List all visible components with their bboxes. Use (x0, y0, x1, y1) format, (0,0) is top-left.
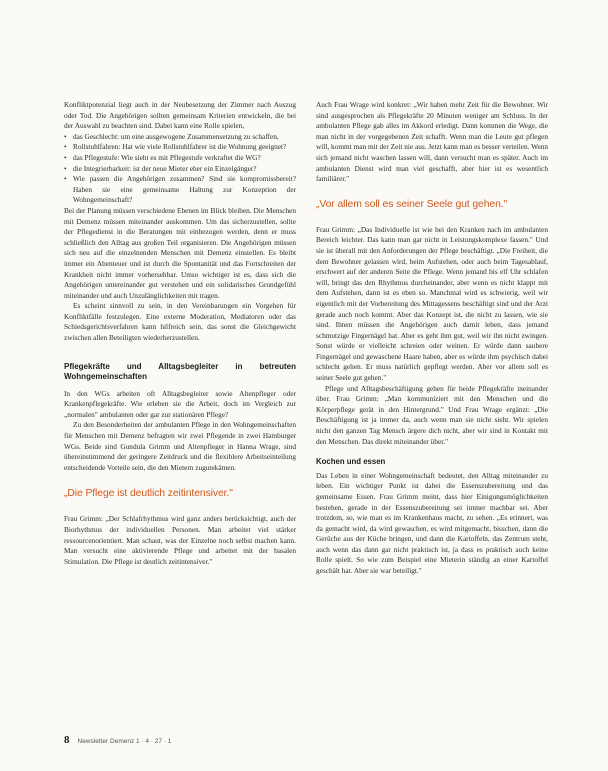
list-item: • das Pflegestufe: Wie sieht es mit Pflegestufe verkraftet die WG? (64, 153, 296, 164)
right-column (316, 100, 548, 577)
left-column (64, 100, 296, 567)
paragraph: Pflege und Alltagsbeschäftigung gehen für beide Pflegekräfte ineinander über. Frau Grimm: „Man kommuniziert mit den Menschen und die Körperpflege gerät in den Hintergrund." Und Frau Wrage ergänzt: „Die Beschäftigung ist ja immer da, auch wenn man sie nicht sieht. Wir spielen nicht den ganzen Tag Mensch ärgere dich nicht, aber wir sind in Kontakt mit den Menschen. Das direkt miteinander über." (316, 383, 548, 446)
pull-quote: „Die Pflege ist deutlich zeitintensiver." (64, 488, 233, 500)
section-heading: Kochen und essen (316, 457, 386, 467)
section-heading: Pflegekräfte und Alltagsbegleiter in betreuten Wohngemeinschaften (64, 361, 296, 382)
publication-name: Newsletter Demenz 1 · 4 · 27 · 1 (77, 738, 172, 745)
page-number: 8 (64, 734, 70, 746)
criteria-list (64, 132, 296, 206)
list-item: • Wie passen die Angehörigen zusammen? Sind sie kompromissbereit? Haben sie eine gemeinsame Haltung zur Konzeption der Wohngemeinschaft? (64, 174, 296, 206)
list-item: • die Integrierbarkeit: ist der neue Mieter eher ein Einzelgänger? (64, 164, 296, 175)
paragraph: Konfliktpotenzial liegt auch in der Neubesetzung der Zimmer nach Auszug oder Tod. Die Angehörigen sollten gemeinsam Kriterien entwickeln, die bei der Auswahl zu beachten sind. Dabei kann eine Rolle spielen, (64, 100, 296, 131)
paragraph: Das Leben in einer Wohngemeinschaft bedeutet, den Alltag miteinander zu leben. Ein wichtiger Punkt ist dabei die Essenszubereitung und das gemeinsame Essen. Frau Grimm meint, dass hier Einigungsmöglichkeiten bestehen, gerade in der Essenszubereitung sei immer machbar sei. Aber trotzdem, so, wie man es im Krankenhaus macht, zu sehen. „Es erinnert, was da gemacht wird, da wird gewaschen, es wird mitgemacht, bisschen, dann die Gerüche aus der Küche bringen, und dann die Kartoffeln, das Zentrum steht, auch wenn das dann gar nicht praktisch ist, ja dass es praktisch auch keine Rolle spielt. So wie zum Beispiel eine Mieterin ständig an einer Kartoffel geschält hat. Aber sie war beteiligt." (316, 470, 548, 576)
list-item: • Rollstuhlfahren: Hat wie viele Rollstuhlfahrer ist die Wohnung geeignet? (64, 142, 296, 153)
page-footer (64, 734, 171, 746)
paragraph: Zu den Besonderheiten der ambulanten Pflege in den Wohngemeinschaften für Menschen mit Demenz befragten wir zwei Pflegende in zwei Hamburger WGs. Beide sind Gundula Grimm und Altenpfleger in Hanna Wrage, sind übereinstimmend der geringere Zeitdruck und die flexiblere Arbeitseinteilung entscheidende Vorteile sein, die den Mietern zugutekämen. (64, 420, 296, 472)
list-item: • das Geschlecht: um eine ausgewogene Zusammensetzung zu schaffen, (64, 132, 296, 143)
paragraph: Auch Frau Wrage wird konkret: „Wir haben mehr Zeit für die Bewohner. Wir sind ausgesprochen als Pflegekräfte 20 Minuten weniger am Schluss. In der ambulanten Pflege gab alles im Akkord erledigt. Dann kommen die Wege, die man nicht in der vorgegebenen Zeit schafft. Wenn man die Leute gut pflegen will, kommt man mit der Zeit nie aus. Jetzt kann man es besser verteilen. Wenn sich jemand nicht waschen lassen will, dann versucht man es später. Auch im ambulanten Dienst wird man viel geschafft, aber hier ist es wesentlich familiärer." (316, 100, 548, 184)
pull-quote: „Vor allem soll es seiner Seele gut gehen." (316, 198, 508, 210)
paragraph: Frau Grimm: „Der Schlafrhythmus wird ganz anders berücksichtigt, auch der Biorhythmus der individuellen Personen. Man arbeitet viel stärker ressourcenorientiert. Man schaut, was der Einzelne noch selbst machen kann. Man versucht eine aktivierende Pflege und arbeitet mit der basalen Stimulation. Die Pflege ist deutlich zeitintensiver." (64, 514, 296, 566)
paragraph: In den WGs arbeiten oft Alltagsbegleiter sowie Altenpfleger oder Krankenpflegekräfte. Wie erleben sie die Arbeit, doch im Vergleich zur „normalen" ambulanten oder gar zur stationären Pflege? (64, 388, 296, 419)
paragraph: Es scheint sinnvoll zu sein, in den Vereinbarungen ein Vorgehen für Konfliktfälle festzulegen. Eine externe Moderation, Mediatoren oder das Schiedsgerichtsverfahren kann hilfreich sein, das sonst die Gleichgewicht zwischen allen Beteiligten wiederherzustellen. (64, 301, 296, 343)
paragraph: Bei der Planung müssen verschiedene Ebenen im Blick bleiben. Die Menschen mit Demenz müssen miteinander auskommen. Um das sicherzustellen, sollte der Pflegedienst in die Beratungen mit einbezogen werden, denn er muss schließlich den Alltag aus großen Teil organisieren. Die Angehörigen müssen sich neu auf die einzelnenden Menschen mit Demenz einstellen. Es bleibt immer ein Abenteuer und ist durch die Spontanität und das Fortschreiten der Krankheit nicht immer vorhersehbar. Umso wichtiger ist es, dass sich die Angehörigen untereinander gut verstehen und ein solidarisches Grundgefühl miteinander und auch Unzulänglichkeiten mit tragen. (64, 205, 296, 300)
paragraph: Frau Grimm: „Das Individuelle ist wie bei den Kranken nach im ambulanten Bereich leichter. Das kann man gar nicht in Leistungskomplexe fassen." Und sie ist überall mit den Anforderungen der Pflege beschäftigt. „Die Freiheit, die dem Bewohner gelassen wird, beim Aufstehen, oder auch beim Tagesablauf, erschwert auf der anderen Seite die Pflege. Wenn jemand bis elf Uhr schlafen will, bringt das den Rhythmus durcheinander, aber wenn es nicht klappt mit dem Aufstehen, dann ist es eben so. Manchmal wird es schwierig, weil wir eigentlich mit der Vorbereitung des Mittagessens beschäftigt sind und der Arzt gerade auch noch kommt. Aber das Konzept ist, die nicht zu lassen, wie sie sind. Ihnen müssen die Angehörigen auch damit leben, dass jemand schmutzige Fingernägel hat. Aber es geht ihm gut, weil wir ihn nicht zwingen. Sonst würde er vielleicht schreien oder weinen. Er würde dann saubere Fingernägel und gewaschene Haare haben, aber es würde ihm psychisch dabei schlecht gehen. Er muss natürlich gepflegt werden. Aber vor allem soll es seiner Seele gut gehen." (316, 224, 548, 383)
